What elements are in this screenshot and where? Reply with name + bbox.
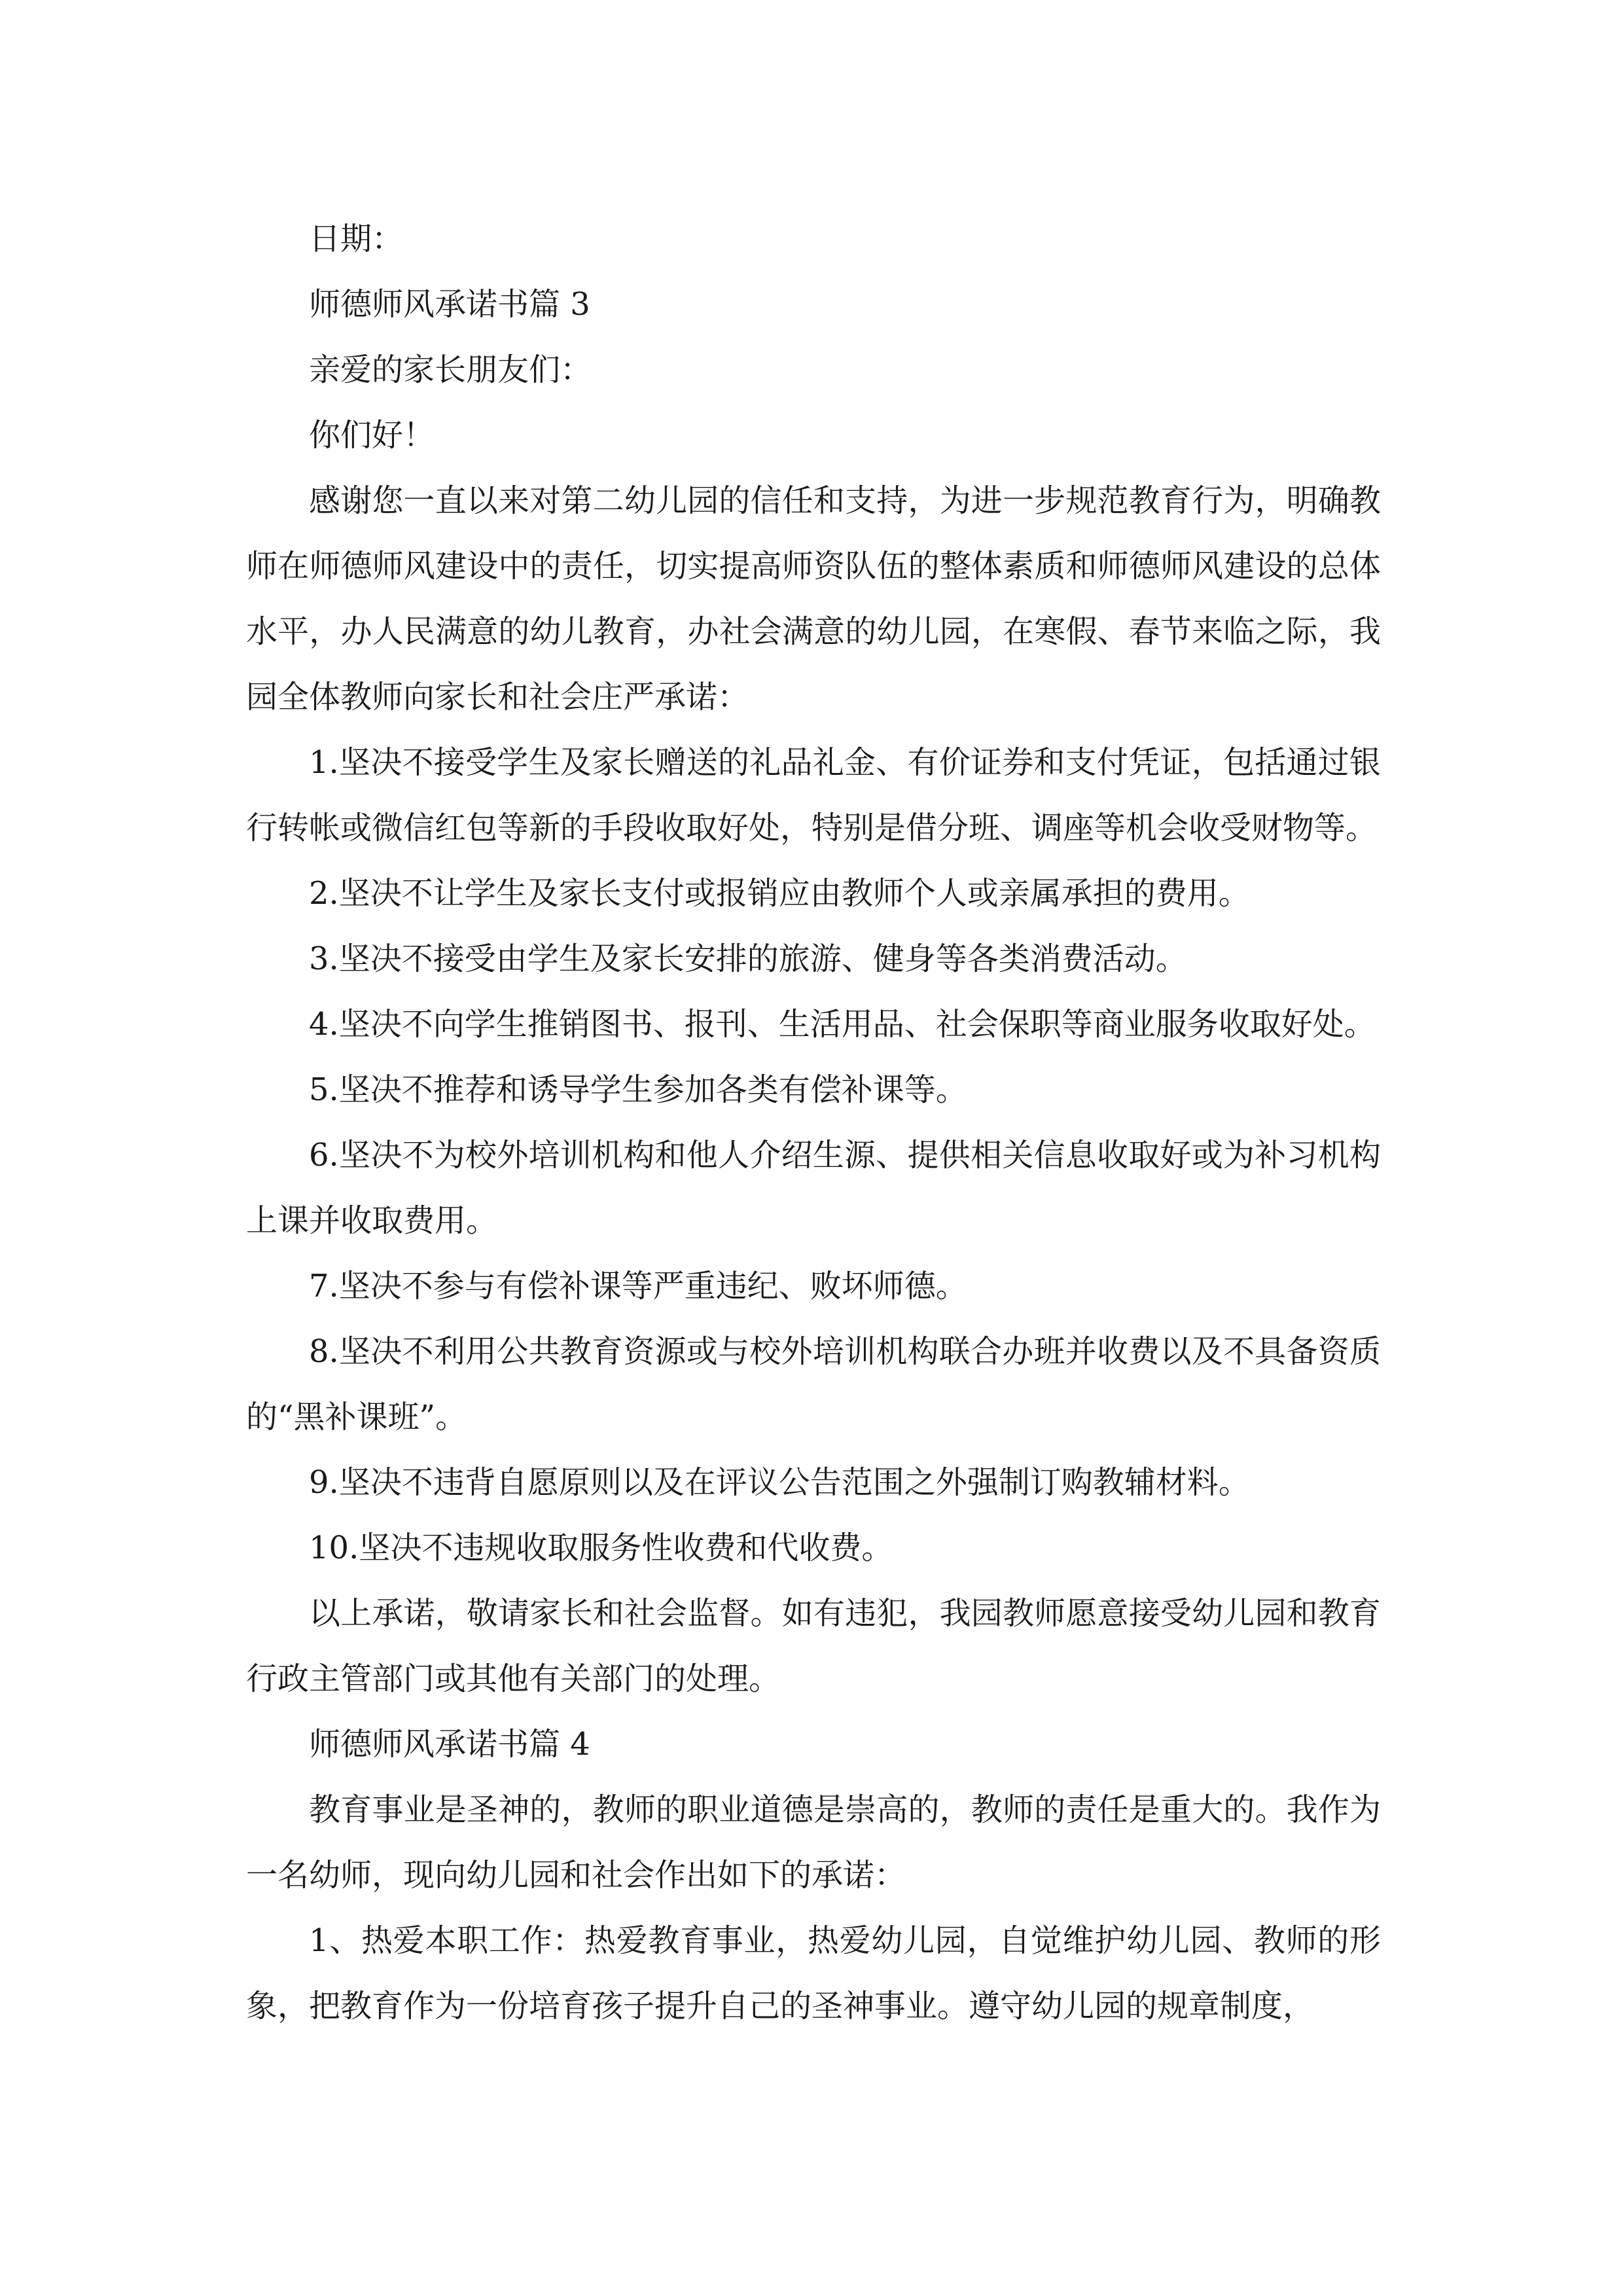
pledge-item-7: 7.坚决不参与有偿补课等严重违纪、败坏师德。 xyxy=(309,1268,967,1304)
pledge-item-10: 10.坚决不违规收取服务性收费和代收费。 xyxy=(309,1530,893,1566)
section-heading-3: 师德师风承诺书篇 3 xyxy=(309,286,590,323)
date-line: 日期： xyxy=(309,221,404,257)
salutation: 亲爱的家长朋友们： xyxy=(309,351,592,388)
pledge-item-9: 9.坚决不违背自愿原则以及在评议公告范围之外强制订购教辅材料。 xyxy=(309,1464,1250,1501)
greeting: 你们好！ xyxy=(309,417,435,454)
section-heading-4: 师德师风承诺书篇 4 xyxy=(309,1726,590,1763)
pledge-item-8: 8.坚决不利用公共教育资源或与校外培训机构联合办班并收费以及不具备资质的“黑补课班”。 xyxy=(246,1333,1381,1435)
section-4-item-1: 1、热爱本职工作：热爱教育事业，热爱幼儿园，自觉维护幼儿园、教师的形象，把教育作为一份培育孩子提升自己的圣神事业。遵守幼儿园的规章制度， xyxy=(246,1922,1381,2024)
pledge-item-2: 2.坚决不让学生及家长支付或报销应由教师个人或亲属承担的费用。 xyxy=(309,875,1250,912)
section-4-intro: 教育事业是圣神的，教师的职业道德是崇高的，教师的责任是重大的。我作为一名幼师，现向幼儿园和社会作出如下的承诺： xyxy=(246,1791,1381,1893)
intro-paragraph: 感谢您一直以来对第二幼儿园的信任和支持，为进一步规范教育行为，明确教师在师德师风建设中的责任，切实提高师资队伍的整体素质和师德师风建设的总体水平，办人民满意的幼儿教育，办社会满意的幼儿园，在寒假、春节来临之际，我园全体教师向家长和社会庄严承诺： xyxy=(246,482,1381,715)
pledge-item-5: 5.坚决不推荐和诱导学生参加各类有偿补课等。 xyxy=(309,1071,967,1108)
closing-paragraph: 以上承诺，敬请家长和社会监督。如有违犯，我园教师愿意接受幼儿园和教育行政主管部门或其他有关部门的处理。 xyxy=(246,1595,1381,1697)
document-body xyxy=(246,206,1381,2039)
pledge-item-1: 1.坚决不接受学生及家长赠送的礼品礼金、有价证券和支付凭证，包括通过银行转帐或微信红包等新的手段收取好处，特别是借分班、调座等机会收受财物等。 xyxy=(246,744,1381,846)
pledge-item-6: 6.坚决不为校外培训机构和他人介绍生源、提供相关信息收取好或为补习机构上课并收取费用。 xyxy=(246,1137,1381,1239)
pledge-item-3: 3.坚决不接受由学生及家长安排的旅游、健身等各类消费活动。 xyxy=(309,941,1187,977)
pledge-item-4: 4.坚决不向学生推销图书、报刊、生活用品、社会保职等商业服务收取好处。 xyxy=(309,1006,1376,1043)
